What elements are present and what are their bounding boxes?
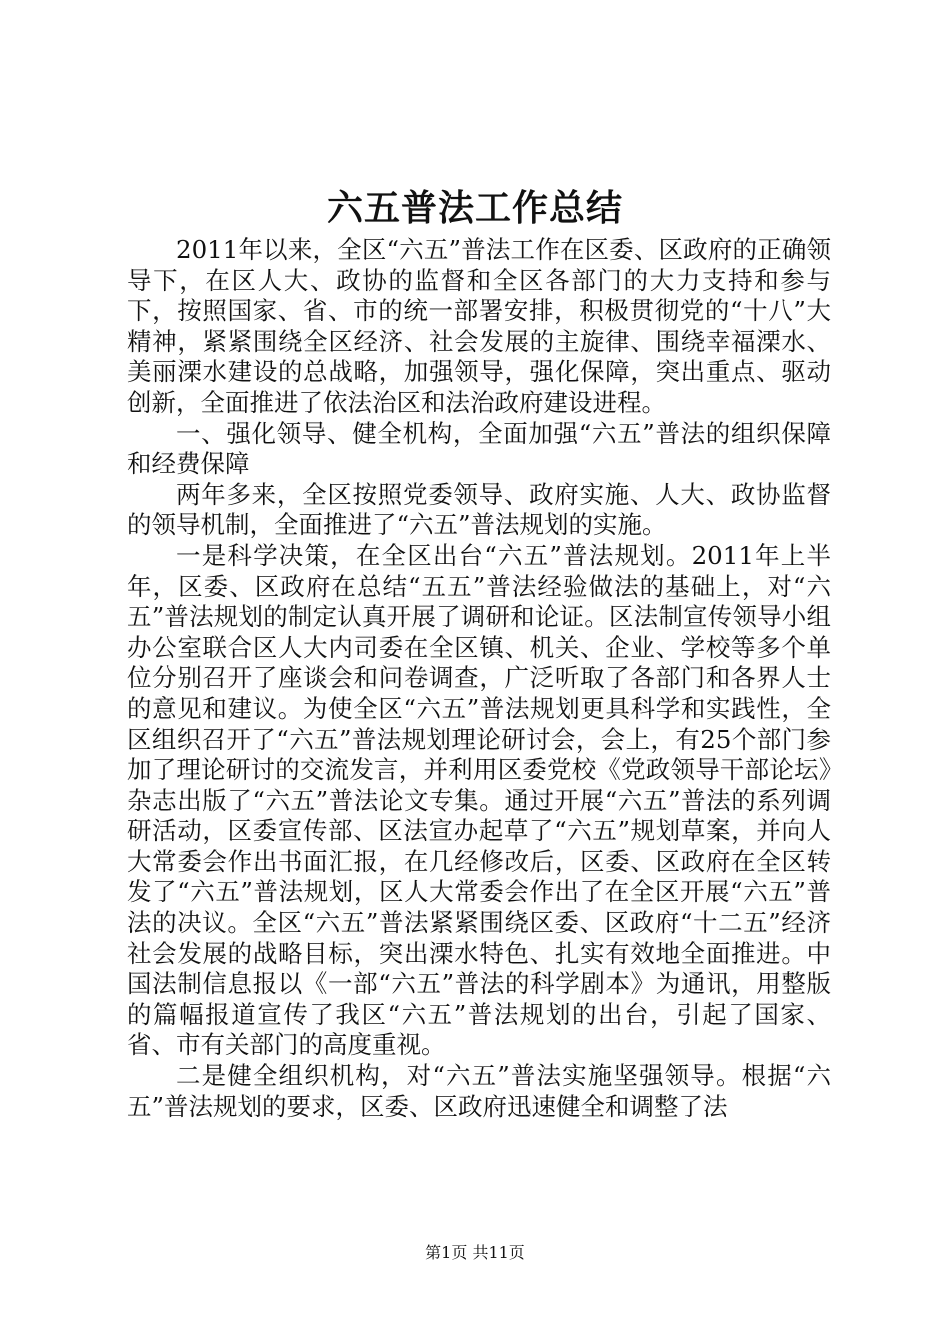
document-title: 六五普法工作总结 [326, 187, 623, 229]
section-heading-1: 一、强化领导、健全机构，全面加强“六五”普法的组织保障和经费保障 [127, 418, 831, 479]
paragraph-intro: 2011年以来，全区“六五”普法工作在区委、区政府的正确领导下，在区人大、政协的监督和全区各部门的大力支持和参与下，按照国家、省、市的统一部署安排，积极贯彻党的“十八”大精神，紧紧围绕全区经济、社会发展的主旋律、围绕幸福溧水、美丽溧水建设的总战略，加强领导，强化保障，突出重点、驱动创新，全面推进了依法治区和法治政府建设进程。 [127, 235, 831, 417]
paragraph-point-1: 一是科学决策，在全区出台“六五”普法规划。2011年上半年，区委、区政府在总结“五五”普法经验做法的基础上，对“六五”普法规划的制定认真开展了调研和论证。区法制宣传领导小组办公室联合区人大内司委在全区镇、机关、企业、学校等多个单位分别召开了座谈会和问卷调查，广泛听取了各部门和各界人士的意见和建议。为使全区“六五”普法规划更具科学和实践性，全区组织召开了“六五”普法规划理论研讨会，会上，有25个部门参加了理论研讨的交流发言，并利用区委党校《党政领导干部论坛》杂志出版了“六五”普法论文专集。通过开展“六五”普法的系列调研活动，区委宣传部、区法宣办起草了“六五”规划草案，并向人大常委会作出书面汇报，在几经修改后，区委、区政府在全区转发了“六五”普法规划，区人大常委会作出了在全区开展“六五”普法的决议。全区“六五”普法紧紧围绕区委、区政府“十二五”经济社会发展的战略目标，突出溧水特色、扎实有效地全面推进。中国法制信息报以《一部“六五”普法的科学剧本》为通讯，用整版的篇幅报道宣传了我区“六五”普法规划的出台，引起了国家、省、市有关部门的高度重视。 [127, 540, 831, 1060]
page-number-footer: 第1页 共11页 [425, 1243, 525, 1262]
paragraph-overview: 两年多来，全区按照党委领导、政府实施、人大、政协监督的领导机制，全面推进了“六五”普法规划的实施。 [127, 479, 831, 540]
paragraph-point-2: 二是健全组织机构，对“六五”普法实施坚强领导。根据“六五”普法规划的要求，区委、区政府迅速健全和调整了法 [127, 1061, 831, 1121]
document-body [127, 235, 831, 1122]
